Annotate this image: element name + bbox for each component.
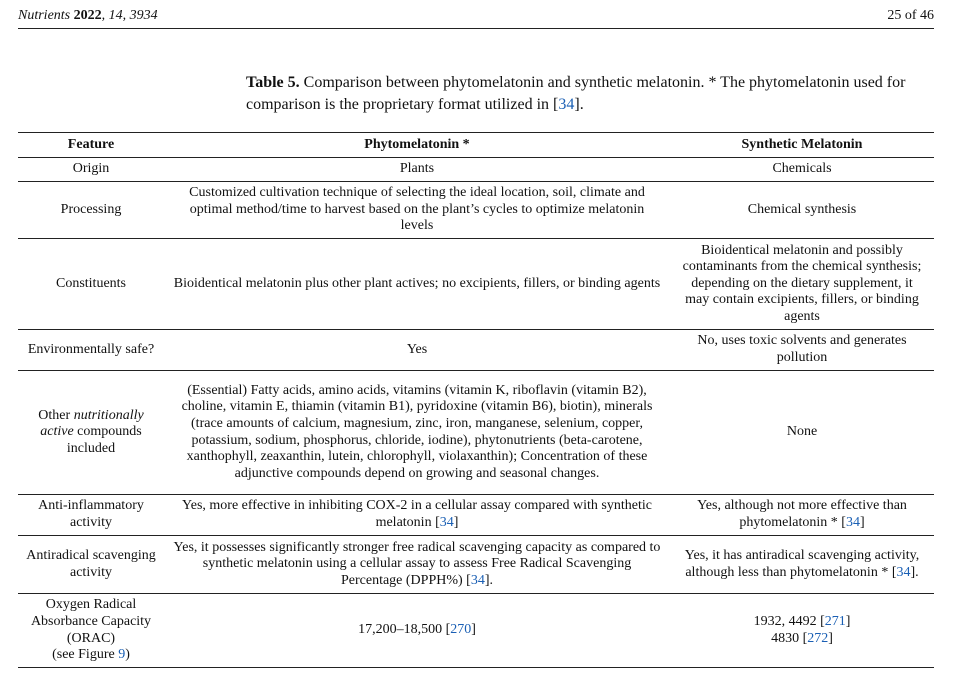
cell-text: Yes, more effective in inhibiting COX-2 in a cellular assay compared with synthetic melatonin [ <box>182 498 652 530</box>
figure-reference-end: ) <box>125 647 130 663</box>
caption-text: Comparison between phytomelatonin and synthetic melatonin. * The phytomelatonin used for comparison is the proprietary format utilized in [ <box>246 74 906 113</box>
citation-link[interactable]: 34 <box>470 572 485 588</box>
column-header-phytomelatonin: Phytomelatonin * <box>164 133 670 158</box>
table-row <box>18 158 934 182</box>
cell-text-end: ]. <box>484 572 494 588</box>
citation-link[interactable]: 34 <box>439 515 454 530</box>
table-caption <box>246 72 936 116</box>
page-number: 25 of 46 <box>887 8 934 23</box>
citation-link[interactable]: 34 <box>896 564 911 580</box>
feature-cell: Environmentally safe? <box>18 330 164 371</box>
phyto-cell: Customized cultivation technique of selecting the ideal location, soil, climate and optimal method/time to harvest based on the plant’s cycles to optimize melatonin levels <box>164 182 670 239</box>
table-row <box>18 594 934 668</box>
synthetic-cell <box>670 594 934 668</box>
table-row <box>18 182 934 239</box>
table-label: Table 5. <box>246 74 300 91</box>
table-row <box>18 371 934 495</box>
page-header <box>18 4 934 29</box>
cell-text: 1932, 4492 [ <box>753 613 825 629</box>
feature-cell <box>18 594 164 668</box>
figure-reference: (see Figure <box>52 647 119 663</box>
cell-text: Yes, it has antiradical scavenging activity, although less than phytomelatonin * [ <box>684 547 920 580</box>
feature-cell: Origin <box>18 158 164 182</box>
journal-year: 2022 <box>73 8 102 23</box>
table-row <box>18 495 934 536</box>
cell-text-end: ] <box>859 515 865 530</box>
figure-link[interactable]: 9 <box>118 647 126 663</box>
cell-text-end: ] <box>828 630 833 646</box>
feature-cell <box>18 371 164 495</box>
feature-text-end: compounds included <box>66 424 142 456</box>
synthetic-cell: Bioidentical melatonin and possibly contaminants from the chemical synthesis; depending on the dietary supplement, it may contain excipients, fillers, or binding agents <box>670 239 934 330</box>
column-header-feature: Feature <box>18 133 164 158</box>
cell-text: 4830 [ <box>771 630 808 646</box>
caption-text-end: ]. <box>574 96 584 113</box>
citation-link[interactable]: 34 <box>845 515 860 530</box>
cell-text-end: ] <box>453 515 459 530</box>
cell-text-end: ]. <box>910 564 919 580</box>
citation-link[interactable]: 272 <box>807 630 829 646</box>
phyto-cell <box>164 536 670 594</box>
synthetic-cell <box>670 536 934 594</box>
feature-text: Other <box>38 407 74 423</box>
table-row <box>18 330 934 371</box>
phyto-cell: Yes <box>164 330 670 371</box>
cell-text-end: ] <box>845 613 851 629</box>
table-header-row <box>18 133 934 158</box>
citation-link[interactable]: 270 <box>450 622 472 638</box>
feature-cell: Processing <box>18 182 164 239</box>
feature-text-italic: nutritionally active <box>40 407 144 440</box>
phyto-cell <box>164 594 670 668</box>
synthetic-cell: None <box>670 371 934 495</box>
cell-text: Yes, it possesses significantly stronger free radical scavenging capacity as compared to synthetic melatonin using a cellular assay to assess Free Radical Scavenging Percentage (DPPH%) [ <box>173 539 661 588</box>
synthetic-cell: Chemicals <box>670 158 934 182</box>
phyto-cell <box>164 495 670 536</box>
feature-cell: Anti-inflammatory activity <box>18 495 164 536</box>
synthetic-cell: No, uses toxic solvents and generates pollution <box>670 330 934 371</box>
column-header-synthetic: Synthetic Melatonin <box>670 133 934 158</box>
table-row <box>18 239 934 330</box>
feature-cell: Constituents <box>18 239 164 330</box>
cell-text: 17,200–18,500 [ <box>358 622 451 638</box>
phyto-cell: Bioidentical melatonin plus other plant actives; no excipients, fillers, or binding agents <box>164 239 670 330</box>
feature-cell: Antiradical scavenging activity <box>18 536 164 594</box>
synthetic-cell <box>670 495 934 536</box>
cell-text-end: ] <box>471 622 476 638</box>
citation-link[interactable]: 271 <box>824 613 846 629</box>
journal-citation <box>18 8 158 24</box>
citation-link[interactable]: 34 <box>558 96 575 113</box>
table-row <box>18 536 934 594</box>
phyto-cell: Plants <box>164 158 670 182</box>
journal-name: Nutrients <box>18 8 71 23</box>
phyto-cell: (Essential) Fatty acids, amino acids, vitamins (vitamin K, riboflavin (vitamin B2), choline, vitamin E, thiamin (vitamin B1), pyridoxine (vitamin B6), biotin), minerals (trace amounts of calcium, magnesium, zinc, iron, manganese, selenium, copper, potassium, sodium, phosphorus, chloride, iodine), phytonutrients (beta-carotene, xanthophyll, zeaxanthin, lutein, chlorophyll, violaxanthin); Concentration of these adjunctive compounds depend on growing and seasonal changes. <box>164 371 670 495</box>
synthetic-cell: Chemical synthesis <box>670 182 934 239</box>
journal-volume: , 14, 3934 <box>101 8 158 23</box>
cell-text: Yes, although not more effective than phytomelatonin * [ <box>697 498 907 530</box>
comparison-table <box>18 132 934 668</box>
feature-text: Oxygen Radical Absorbance Capacity (ORAC) <box>30 597 152 646</box>
